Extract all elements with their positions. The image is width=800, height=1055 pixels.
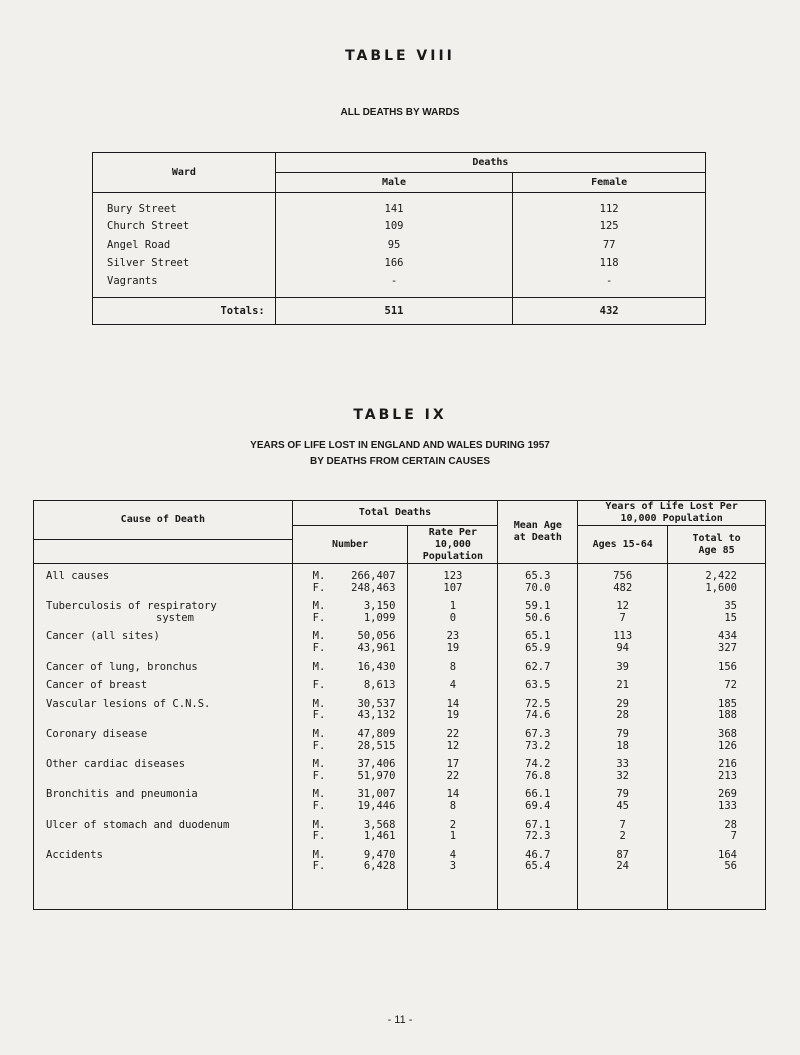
- ages-value: 482: [613, 581, 633, 594]
- rate-value: 12: [446, 739, 460, 752]
- cause-row: [34, 594, 766, 624]
- ages-cell: [578, 752, 668, 782]
- table-row: [93, 193, 706, 218]
- rate-value: 8: [449, 799, 457, 812]
- total-to-85-value: 56: [724, 860, 737, 873]
- rate-cell: [408, 692, 498, 722]
- ages-value: 2: [619, 830, 626, 843]
- years-of-life-lost-table: [33, 500, 766, 910]
- male-deaths: 109: [275, 217, 513, 235]
- number-cell: [292, 843, 408, 873]
- mean-age-value: 72.3: [525, 830, 551, 843]
- ages-cell: [578, 782, 668, 812]
- cause-cell: [34, 564, 293, 595]
- mean-age-value: 59.1: [525, 600, 551, 613]
- table-ix-subtitle-line2: BY DEATHS FROM CERTAIN CAUSES: [309, 456, 490, 467]
- mean-age-cell: [498, 692, 578, 722]
- ages-value: 29: [616, 697, 629, 710]
- mean-age-value: 69.4: [525, 799, 551, 812]
- total-to-85-value: 327: [718, 641, 737, 654]
- mean-age-value: 65.9: [525, 641, 551, 654]
- ages-value: 45: [616, 799, 629, 812]
- rate-value: 17: [446, 758, 460, 771]
- cause-name: Bronchitis and pneumonia: [46, 788, 198, 801]
- sex-label: M.: [312, 758, 326, 771]
- rate-value: 123: [443, 570, 463, 582]
- cause-name: Tuberculosis of respiratory: [46, 600, 217, 613]
- mean-age-value: 73.2: [525, 739, 551, 752]
- rate-cell: [408, 782, 498, 812]
- deaths-by-wards-table: [92, 152, 706, 325]
- rate-value: 8: [449, 660, 457, 673]
- total-to-85-value: 164: [718, 848, 737, 861]
- ages-value: 756: [613, 570, 633, 582]
- ages-value: 94: [616, 641, 629, 654]
- total-to-85-value: 15: [724, 611, 737, 624]
- mean-age-value: 70.0: [525, 581, 551, 594]
- ages-value: 39: [616, 660, 629, 673]
- ages-value: 18: [616, 739, 629, 752]
- total-to-85-value: 269: [718, 788, 737, 801]
- header-deaths: Deaths: [275, 153, 705, 173]
- female-deaths: 77: [513, 235, 706, 253]
- ages-value: 113: [613, 630, 633, 643]
- deaths-number: 31,007: [357, 788, 396, 801]
- sex-label: M.: [312, 818, 326, 831]
- male-deaths: 141: [275, 193, 513, 218]
- rate-value: 23: [446, 630, 460, 643]
- deaths-number: 37,406: [357, 758, 396, 771]
- female-deaths: 125: [513, 217, 706, 235]
- mean-age-value: 67.1: [525, 818, 551, 831]
- totals-label: Totals:: [93, 297, 276, 324]
- mean-age-value: 65.3: [525, 570, 551, 582]
- cause-cell: [34, 813, 293, 843]
- total-to-85-cell: [668, 722, 766, 752]
- ward-name: Angel Road: [93, 235, 276, 253]
- cause-name: Coronary disease: [46, 727, 148, 740]
- mean-age-cell: [498, 673, 578, 692]
- number-cell: [292, 722, 408, 752]
- ward-name: Bury Street: [93, 193, 276, 218]
- mean-age-cell: [498, 655, 578, 674]
- ages-value: 79: [616, 788, 629, 801]
- deaths-number: 1,099: [363, 611, 396, 624]
- table-ix-subtitle-line1: YEARS OF LIFE LOST IN ENGLAND AND WALES DURING 1957: [250, 440, 550, 451]
- rate-cell: [408, 564, 498, 595]
- deaths-number: 3,150: [363, 600, 396, 613]
- number-cell: [292, 752, 408, 782]
- rate-cell: [408, 673, 498, 692]
- ages-value: 12: [616, 600, 629, 613]
- mean-age-cell: [498, 813, 578, 843]
- header-ward: Ward: [93, 153, 276, 193]
- ages-value: 28: [616, 709, 629, 722]
- mean-age-value: 67.3: [525, 727, 551, 740]
- total-to-85-value: 126: [718, 739, 737, 752]
- header-years-lost: Years of Life Lost Per 10,000 Population: [578, 501, 766, 526]
- sex-label: F.: [312, 860, 326, 873]
- totals-row: [93, 297, 706, 324]
- cause-name: Cancer of breast: [46, 679, 148, 692]
- number-cell: [292, 692, 408, 722]
- cause-row: [34, 673, 766, 692]
- deaths-number: 6,428: [363, 860, 396, 873]
- rate-value: 4: [449, 679, 457, 692]
- cause-cell: [34, 692, 293, 722]
- mean-age-value: 65.4: [525, 860, 551, 873]
- mean-age-value: 62.7: [525, 660, 551, 673]
- female-deaths: 118: [513, 254, 706, 272]
- rate-value: 19: [446, 641, 460, 654]
- mean-age-value: 65.1: [525, 630, 551, 643]
- cause-name: Other cardiac diseases: [46, 758, 186, 771]
- total-to-85-cell: [668, 564, 766, 595]
- rate-value: 2: [449, 818, 457, 831]
- rate-cell: [408, 722, 498, 752]
- female-deaths: -: [513, 272, 706, 297]
- number-cell: [292, 813, 408, 843]
- ages-cell: [578, 564, 668, 595]
- ages-value: 32: [616, 769, 629, 782]
- number-cell: [292, 624, 408, 654]
- rate-value: 14: [446, 697, 460, 710]
- deaths-number: 9,470: [363, 848, 396, 861]
- total-to-85-cell: [668, 655, 766, 674]
- header-mean-age: Mean Age at Death: [498, 501, 578, 564]
- cause-name-cont: system: [156, 611, 194, 624]
- rate-value: 3: [449, 860, 457, 873]
- total-to-85-cell: [668, 752, 766, 782]
- cause-name: Vascular lesions of C.N.S.: [46, 697, 211, 710]
- number-cell: [292, 673, 408, 692]
- table-row: [93, 217, 706, 235]
- total-to-85-value: 35: [724, 600, 737, 613]
- cause-row: [34, 843, 766, 873]
- ages-value: 7: [619, 818, 626, 831]
- sex-label: F.: [312, 679, 326, 692]
- rate-value: 107: [443, 581, 463, 594]
- rate-cell: [408, 624, 498, 654]
- rate-value: 14: [446, 788, 460, 801]
- sex-label: M.: [312, 570, 326, 582]
- rate-cell: [408, 594, 498, 624]
- table-viii-subtitle: ALL DEATHS BY WARDS: [340, 107, 460, 118]
- ages-value: 24: [616, 860, 629, 873]
- mean-age-value: 76.8: [525, 769, 551, 782]
- ages-value: 79: [616, 727, 629, 740]
- deaths-number: 43,961: [357, 641, 396, 654]
- mean-age-cell: [498, 752, 578, 782]
- deaths-number: 43,132: [357, 709, 396, 722]
- sex-label: F.: [312, 641, 326, 654]
- mean-age-cell: [498, 722, 578, 752]
- total-to-85-value: 72: [724, 679, 737, 692]
- sex-label: M.: [312, 788, 326, 801]
- ages-cell: [578, 692, 668, 722]
- cause-row: [34, 564, 766, 595]
- cause-row: [34, 722, 766, 752]
- table-row: [93, 235, 706, 253]
- ward-name: Church Street: [93, 217, 276, 235]
- table-row: [93, 254, 706, 272]
- cause-name: Accidents: [46, 848, 103, 861]
- rate-cell: [408, 813, 498, 843]
- cause-row: [34, 624, 766, 654]
- total-to-85-cell: [668, 813, 766, 843]
- total-to-85-value: 368: [718, 727, 737, 740]
- ages-cell: [578, 813, 668, 843]
- header-number: Number: [292, 526, 408, 564]
- ages-cell: [578, 624, 668, 654]
- rate-value: 1: [449, 600, 457, 613]
- mean-age-value: 66.1: [525, 788, 551, 801]
- ages-cell: [578, 673, 668, 692]
- page-number: - 11 -: [387, 1014, 413, 1026]
- sex-label: F.: [312, 739, 326, 752]
- ages-cell: [578, 722, 668, 752]
- total-to-85-value: 28: [724, 818, 737, 831]
- mean-age-cell: [498, 564, 578, 595]
- header-ages: Ages 15-64: [578, 526, 668, 564]
- mean-age-cell: [498, 594, 578, 624]
- ward-name: Silver Street: [93, 254, 276, 272]
- header-cause: Cause of Death: [34, 501, 293, 540]
- deaths-number: 19,446: [357, 799, 396, 812]
- ages-value: 87: [616, 848, 629, 861]
- rate-value: 22: [446, 769, 460, 782]
- rate-value: 1: [449, 830, 457, 843]
- mean-age-cell: [498, 782, 578, 812]
- cause-cell: [34, 752, 293, 782]
- sex-label: M.: [312, 848, 326, 861]
- header-female: Female: [513, 173, 706, 193]
- total-to-85-cell: [668, 594, 766, 624]
- total-to-85-value: 1,600: [705, 581, 737, 594]
- rate-cell: [408, 655, 498, 674]
- deaths-number: 16,430: [357, 660, 396, 673]
- total-to-85-value: 133: [718, 799, 737, 812]
- deaths-number: 1,461: [363, 830, 396, 843]
- ages-cell: [578, 655, 668, 674]
- cause-cell: [34, 594, 293, 624]
- ages-value: 21: [616, 679, 629, 692]
- cause-row: [34, 813, 766, 843]
- header-male: Male: [275, 173, 513, 193]
- deaths-number: 3,568: [363, 818, 396, 831]
- total-to-85-value: 188: [718, 709, 737, 722]
- total-to-85-value: 156: [718, 660, 737, 673]
- table-row: [93, 272, 706, 297]
- deaths-number: 50,056: [357, 630, 396, 643]
- mean-age-value: 50.6: [525, 611, 551, 624]
- cause-cell: [34, 655, 293, 674]
- mean-age-value: 74.2: [525, 758, 551, 771]
- sex-label: F.: [312, 799, 326, 812]
- sex-label: F.: [312, 709, 326, 722]
- cause-row: [34, 692, 766, 722]
- sex-label: M.: [312, 600, 326, 613]
- male-deaths: 95: [275, 235, 513, 253]
- total-to-85-value: 2,422: [705, 570, 737, 582]
- cause-cell: [34, 782, 293, 812]
- mean-age-value: 72.5: [525, 697, 551, 710]
- cause-name: All causes: [46, 570, 110, 582]
- total-to-85-cell: [668, 692, 766, 722]
- deaths-number: 28,515: [357, 739, 396, 752]
- ages-value: 7: [619, 611, 626, 624]
- rate-cell: [408, 843, 498, 873]
- total-to-85-cell: [668, 843, 766, 873]
- deaths-number: 8,613: [363, 679, 396, 692]
- totals-female: 432: [513, 297, 706, 324]
- cause-row: [34, 655, 766, 674]
- cause-cell: [34, 624, 293, 654]
- header-total-to: Total to Age 85: [668, 526, 766, 564]
- total-to-85-value: 216: [718, 758, 737, 771]
- deaths-number: 30,537: [357, 697, 396, 710]
- cause-row: [34, 752, 766, 782]
- deaths-number: 248,463: [351, 581, 396, 594]
- mean-age-value: 46.7: [525, 848, 551, 861]
- rate-value: 0: [449, 611, 457, 624]
- deaths-number: 51,970: [357, 769, 396, 782]
- header-rate: Rate Per 10,000 Population: [408, 526, 498, 564]
- table-viii-title: TABLE VIII: [345, 48, 455, 64]
- rate-value: 19: [446, 709, 460, 722]
- cause-cell: [34, 673, 293, 692]
- header-cause-spacer: [34, 540, 293, 564]
- number-cell: [292, 594, 408, 624]
- number-cell: [292, 782, 408, 812]
- total-to-85-cell: [668, 673, 766, 692]
- male-deaths: 166: [275, 254, 513, 272]
- sex-label: F.: [312, 769, 326, 782]
- sex-label: M.: [312, 630, 326, 643]
- sex-label: M.: [312, 727, 326, 740]
- sex-label: F.: [312, 830, 326, 843]
- mean-age-value: 63.5: [525, 679, 551, 692]
- rate-value: 4: [449, 848, 457, 861]
- total-to-85-value: 185: [718, 697, 737, 710]
- mean-age-cell: [498, 624, 578, 654]
- sex-label: M.: [312, 697, 326, 710]
- cause-name: Cancer (all sites): [46, 630, 160, 643]
- ages-cell: [578, 594, 668, 624]
- header-total-deaths: Total Deaths: [292, 501, 498, 526]
- mean-age-value: 74.6: [525, 709, 551, 722]
- male-deaths: -: [275, 272, 513, 297]
- table-ix-title: TABLE IX: [353, 407, 447, 423]
- deaths-number: 47,809: [357, 727, 396, 740]
- total-to-85-value: 213: [718, 769, 737, 782]
- cause-cell: [34, 843, 293, 873]
- table-bottom-spacer: [34, 873, 766, 910]
- rate-cell: [408, 752, 498, 782]
- female-deaths: 112: [513, 193, 706, 218]
- sex-label: M.: [312, 660, 326, 673]
- ward-name: Vagrants: [93, 272, 276, 297]
- rate-value: 22: [446, 727, 460, 740]
- total-to-85-cell: [668, 782, 766, 812]
- cause-name: Cancer of lung, bronchus: [46, 660, 198, 673]
- deaths-number: 266,407: [351, 570, 396, 582]
- sex-label: F.: [312, 611, 326, 624]
- number-cell: [292, 564, 408, 595]
- total-to-85-value: 434: [718, 630, 737, 643]
- totals-male: 511: [275, 297, 513, 324]
- cause-cell: [34, 722, 293, 752]
- cause-name: Ulcer of stomach and duodenum: [46, 818, 230, 831]
- number-cell: [292, 655, 408, 674]
- total-to-85-value: 7: [730, 830, 737, 843]
- sex-label: F.: [312, 581, 326, 594]
- total-to-85-cell: [668, 624, 766, 654]
- mean-age-cell: [498, 843, 578, 873]
- ages-value: 33: [616, 758, 629, 771]
- cause-row: [34, 782, 766, 812]
- ages-cell: [578, 843, 668, 873]
